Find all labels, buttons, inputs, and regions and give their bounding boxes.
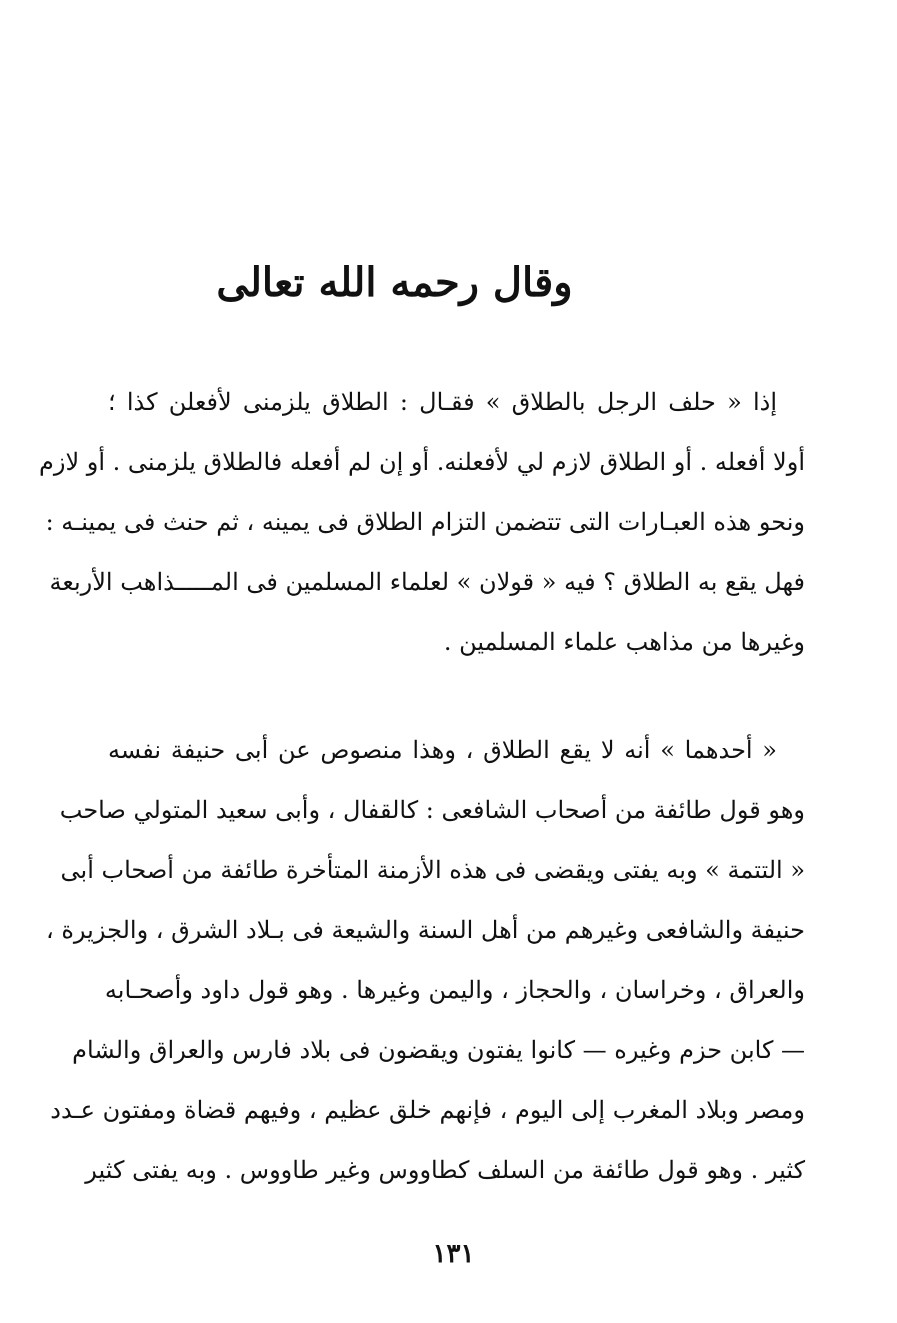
page-number: ١٣١ bbox=[432, 1239, 475, 1269]
text-line: كثير . وهو قول طائفة من السلف كطاووس وغير طاووس . وبه يفتى كثير bbox=[85, 1156, 805, 1184]
text-line: إذا « حلف الرجل بالطلاق » فقـال : الطلاق يلزمنى لأفعلن كذا ؛ bbox=[108, 388, 777, 416]
text-line: « أحدهما » أنه لا يقع الطلاق ، وهذا منصوص عن أبى حنيفة نفسه bbox=[108, 736, 777, 764]
paragraph-2 bbox=[45, 720, 805, 1200]
text-line: — كابن حزم وغيره — كانوا يفتون ويقضون فى بلاد فارس والعراق والشام bbox=[72, 1036, 805, 1064]
text-line: والعراق ، وخراسان ، والحجاز ، واليمن وغيرها . وهو قول داود وأصحـابه bbox=[104, 976, 805, 1004]
text-line: حنيفة والشافعى وغيرهم من أهل السنة والشيعة فى بـلاد الشرق ، والجزيرة ، bbox=[45, 916, 805, 944]
text-line: ومصر وبلاد المغرب إلى اليوم ، فإنهم خلق عظيم ، وفيهم قضاة ومفتون عـدد bbox=[50, 1096, 805, 1124]
text-line: أولا أفعله . أو الطلاق لازم لي لأفعلنه. أو إن لم أفعله فالطلاق يلزمنى . أو لازم bbox=[39, 448, 805, 476]
section-heading: وقال رحمه الله تعالى bbox=[216, 259, 573, 306]
text-line: وهو قول طائفة من أصحاب الشافعى : كالقفال ، وأبى سعيد المتولي صاحب bbox=[59, 796, 805, 824]
paragraph-1 bbox=[39, 372, 805, 672]
text-line: فهل يقع به الطلاق ؟ فيه « قولان » لعلماء المسلمين فى المـــــذاهب الأربعة bbox=[49, 568, 805, 596]
text-line: « التتمة » وبه يفتى ويقضى فى هذه الأزمنة المتأخرة طائفة من أصحاب أبى bbox=[60, 856, 805, 884]
text-line: وغيرها من مذاهب علماء المسلمين . bbox=[443, 628, 805, 656]
text-line: ونحو هذه العبـارات التى تتضمن التزام الطلاق فى يمينه ، ثم حنث فى يمينـه : bbox=[45, 508, 805, 536]
